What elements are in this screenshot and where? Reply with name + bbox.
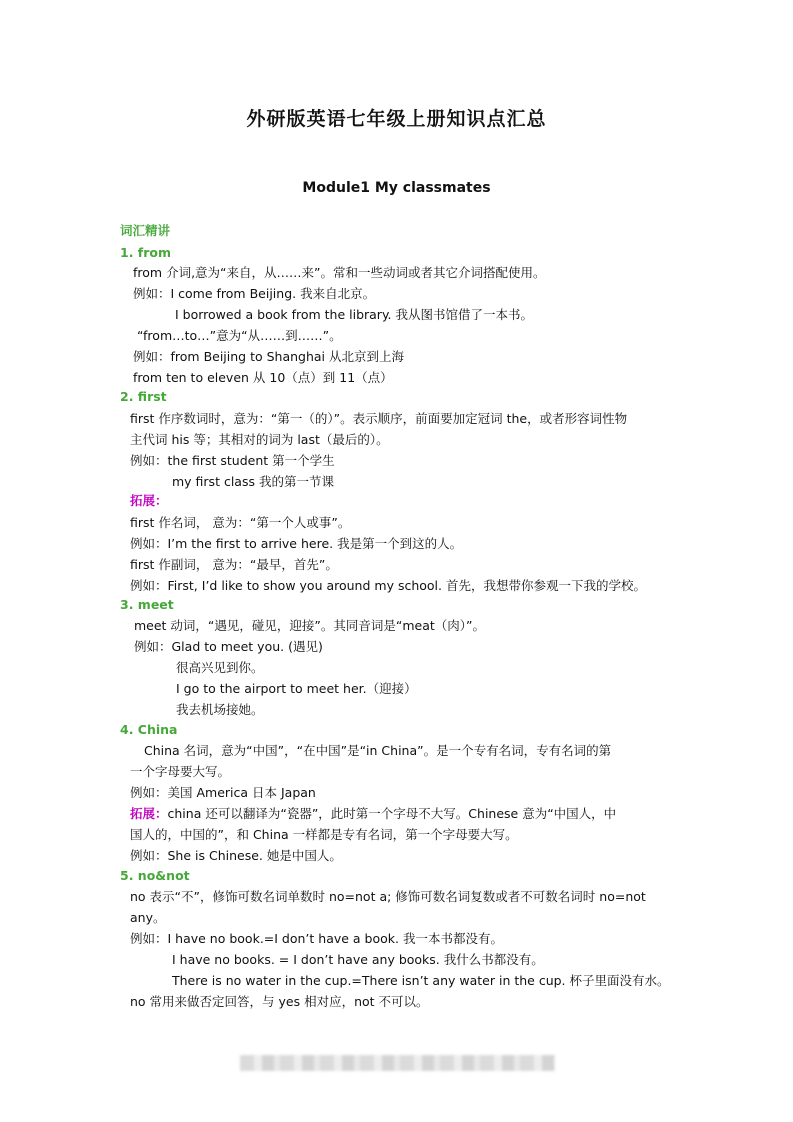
text-line: no 常用来做否定回答，与 yes 相对应，not 不可以。 (130, 994, 429, 1009)
text-line: 国人的，中国的”，和 China 一样都是专有名词，第一个字母要大写。 (130, 827, 518, 842)
text-line: 例如：I come from Beijing. 我来自北京。 (133, 286, 376, 301)
text-line: 很高兴见到你。 (176, 660, 264, 675)
text-line (130, 805, 616, 823)
text-line: 主代词 his 等；其相对的词为 last（最后的）。 (130, 432, 389, 447)
text-line: 例如：First, I’d like to show you around my school. 首先，我想带你参观一下我的学校。 (130, 578, 646, 593)
text-line: “from…to…”意为“从……到……”。 (137, 328, 342, 343)
text-line: I borrowed a book from the library. 我从图书馆借了一本书。 (175, 307, 534, 322)
text-line: no 表示“不”，修饰可数名词单数时 no=not a; 修饰可数名词复数或者不可数名词时 no=not (130, 889, 646, 904)
text-line: 我去机场接她。 (176, 702, 264, 717)
text-line: 例如：from Beijing to Shanghai 从北京到上海 (133, 349, 405, 364)
section-heading: 1. from (120, 245, 172, 260)
extension-label: 拓展： (130, 493, 168, 508)
text-line: I have no books. = I don’t have any books. 我什么书都没有。 (172, 952, 544, 967)
text-line: 例如：I’m the first to arrive here. 我是第一个到这的人。 (130, 536, 463, 551)
text-line: 一个字母要大写。 (130, 764, 231, 779)
section-heading: 5. no&not (120, 868, 190, 883)
extension-label: 拓展： (130, 806, 168, 821)
text-line: There is no water in the cup.=There isn’t any water in the cup. 杯子里面没有水。 (172, 973, 670, 988)
module-title: Module1 My classmates (302, 180, 491, 196)
document-title: 外研版英语七年级上册知识点汇总 (246, 108, 547, 130)
section-heading: 2. first (120, 389, 167, 404)
text-line: China 名词，意为“中国”，“在中国”是“in China”。是一个专有名词，专有名词的第 (144, 743, 612, 758)
text-content: china 还可以翻译为“瓷器”，此时第一个字母不大写。Chinese 意为“中国人，中 (167, 806, 617, 821)
text-line: from 介词,意为“来自，从……来”。常和一些动词或者其它介词搭配使用。 (133, 265, 546, 280)
text-line: first 作副词， 意为：“最早，首先”。 (130, 557, 338, 572)
section-heading: 4. China (120, 722, 178, 737)
text-line: any。 (130, 910, 166, 925)
text-line: first 作名词， 意为：“第一个人或事”。 (130, 515, 351, 530)
text-line: first 作序数词时，意为：“第一（的）”。表示顺序，前面要加定冠词 the，或者形容词性物 (130, 411, 628, 426)
text-line: from ten to eleven 从 10（点）到 11（点） (133, 370, 393, 385)
blurred-footer (240, 1055, 555, 1071)
text-line: 例如：I have no book.=I don’t have a book. 我一本书都没有。 (130, 931, 503, 946)
text-line: 例如：Glad to meet you. (遇见) (134, 639, 323, 654)
section-heading: 3. meet (120, 597, 174, 612)
text-line: 例如：She is Chinese. 她是中国人。 (130, 848, 342, 863)
text-line: 例如：the first student 第一个学生 (130, 453, 335, 468)
text-line: meet 动词，“遇见，碰见，迎接”。其同音词是“meat（肉）”。 (134, 618, 486, 633)
text-line: 例如：美国 America 日本 Japan (130, 785, 316, 800)
text-line: my first class 我的第一节课 (172, 474, 334, 489)
section-heading: 词汇精讲 (120, 223, 171, 238)
text-line: I go to the airport to meet her.（迎接） (176, 681, 417, 696)
